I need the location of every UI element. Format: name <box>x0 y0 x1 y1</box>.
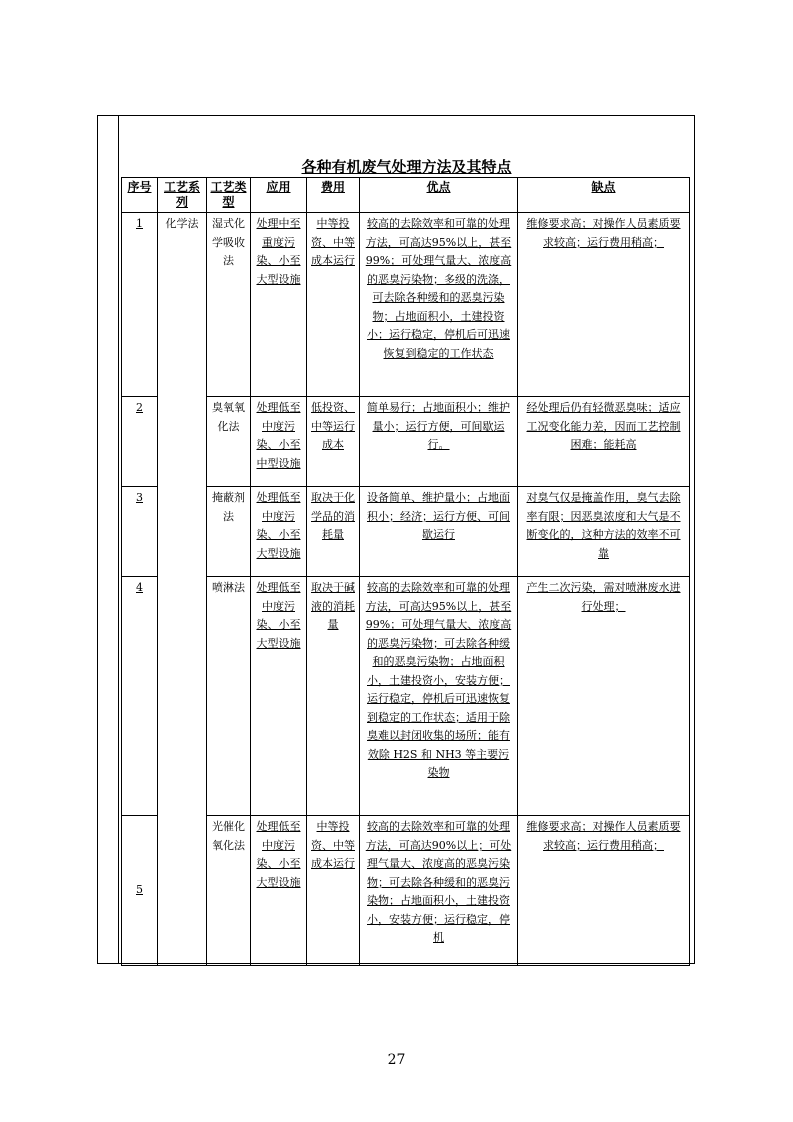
cell-disadv: 经处理后仍有轻微恶臭味；适应工况变化能力差，因而工艺控制困难；能耗高 <box>518 397 690 487</box>
cell-disadv: 对臭气仅是掩盖作用，臭气去除率有限；因恶臭浓度和大气是不断变化的，这种方法的效率不可靠 <box>518 487 690 577</box>
treatment-methods-table <box>121 177 690 966</box>
header-cost: 费用 <box>307 178 360 213</box>
cell-type: 掩蔽剂法 <box>207 487 251 577</box>
cell-seq: 1 <box>122 213 158 397</box>
cell-seq: 4 <box>122 577 158 816</box>
header-type: 工艺类型 <box>207 178 251 213</box>
cell-cost: 取决于碱液的消耗量 <box>307 577 360 816</box>
cell-adv: 较高的去除效率和可靠的处理方法，可高达95%以上，甚至 99%；可处理气量大、浓度高的恶臭污染物；可去除各种缓和的恶臭污染物；占地面积小，土建投资小，安装方便；运行稳定，停机后可迅速恢复到稳定的工作状态；适用于除臭难以封闭收集的场所；能有效除 H2S 和 NH3 等主要污染物 <box>360 577 518 816</box>
cell-seq: 2 <box>122 397 158 487</box>
header-row <box>122 178 690 213</box>
table-row <box>122 816 690 966</box>
cell-cost: 取决于化学品的消耗量 <box>307 487 360 577</box>
cell-cost: 低投资、中等运行成本 <box>307 397 360 487</box>
cell-adv: 设备简单、维护量小；占地面积小；经济；运行方便、可间歇运行 <box>360 487 518 577</box>
cell-type: 喷淋法 <box>207 577 251 816</box>
header-series: 工艺系列 <box>158 178 207 213</box>
table-row <box>122 213 690 397</box>
cell-series: 化学法 <box>158 213 207 966</box>
header-app: 应用 <box>251 178 307 213</box>
header-seq: 序号 <box>122 178 158 213</box>
cell-disadv: 维修要求高；对操作人员素质要求较高；运行费用稍高； <box>518 213 690 397</box>
cell-app: 处理低至中度污染、小至大型设施 <box>251 577 307 816</box>
cell-type: 湿式化学吸收法 <box>207 213 251 397</box>
cell-type: 光催化氧化法 <box>207 816 251 966</box>
cell-adv: 简单易行；占地面积小；维护量小；运行方便，可间歇运行。 <box>360 397 518 487</box>
table-row <box>122 487 690 577</box>
cell-type: 臭氧氧化法 <box>207 397 251 487</box>
page-number: 27 <box>387 1052 406 1068</box>
cell-cost: 中等投资、中等成本运行 <box>307 213 360 397</box>
cell-app: 处理低至中度污染、小至大型设施 <box>251 487 307 577</box>
cell-disadv: 产生二次污染，需对喷淋废水进行处理； <box>518 577 690 816</box>
cell-adv: 较高的去除效率和可靠的处理方法，可高达90%以上；可处理气量大、浓度高的恶臭污染物；可去除各种缓和的恶臭污染物；占地面积小，土建投资小，安装方便；运行稳定，停机 <box>360 816 518 966</box>
frame-inner-line <box>118 115 119 964</box>
header-adv: 优点 <box>360 178 518 213</box>
table-row <box>122 577 690 816</box>
cell-seq: 3 <box>122 487 158 577</box>
cell-app: 处理中至重度污染、小至大型设施 <box>251 213 307 397</box>
cell-seq: 5 <box>122 816 158 966</box>
cell-disadv: 维修要求高；对操作人员素质要求较高；运行费用稍高； <box>518 816 690 966</box>
table-row <box>122 397 690 487</box>
header-disadv: 缺点 <box>518 178 690 213</box>
cell-app: 处理低至中度污染、小至中型设施 <box>251 397 307 487</box>
cell-app: 处理低至中度污染、小至大型设施 <box>251 816 307 966</box>
cell-cost: 中等投资、中等成本运行 <box>307 816 360 966</box>
table-title: 各种有机废气处理方法及其特点 <box>301 158 512 176</box>
cell-adv: 较高的去除效率和可靠的处理方法，可高达95%以上，甚至 99%；可处理气量大、浓度高的恶臭污染物；多级的洗涤，可去除各种缓和的恶臭污染物；占地面积小，土建投资小；运行稳定，停机后可迅速恢复到稳定的工作状态 <box>360 213 518 397</box>
